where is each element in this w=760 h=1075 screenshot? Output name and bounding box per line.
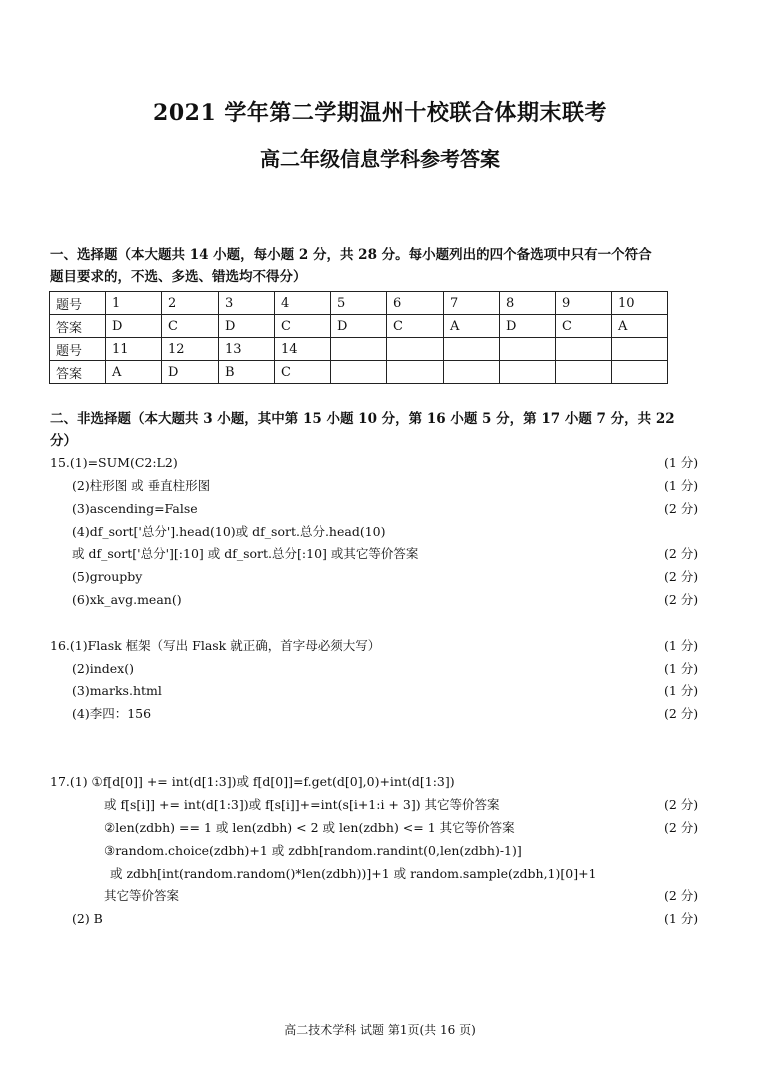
table-cell: 8 — [500, 292, 556, 315]
table-cell: 11 — [106, 338, 162, 361]
table-cell: D — [331, 315, 387, 338]
q17-line4: ③random.choice(zdbh)+1 或 zdbh[random.randint(0,len(zdbh)-1)] — [104, 843, 522, 858]
table-cell: 4 — [275, 292, 331, 315]
table-cell: C — [162, 315, 219, 338]
table-cell — [612, 361, 668, 384]
section1-heading-line2: 题目要求的，不选、多选、错选均不得分） — [50, 269, 307, 285]
document-subtitle: 高二年级信息学科参考答案 — [260, 147, 500, 171]
q16-line2: (2)index() — [72, 661, 134, 676]
table-cell: C — [275, 361, 331, 384]
q16-score4: (2 分) — [664, 706, 699, 721]
table-row-header: 答案 — [50, 361, 106, 384]
table-cell: 3 — [219, 292, 275, 315]
document-title: 2021 学年第二学期温州十校联合体期末联考 — [153, 100, 607, 126]
q15-score2: (1 分) — [664, 478, 699, 493]
table-cell: D — [500, 315, 556, 338]
table-cell: C — [275, 315, 331, 338]
table-cell: 6 — [387, 292, 444, 315]
table-cell: B — [219, 361, 275, 384]
table-row — [50, 338, 668, 361]
q17-line6: 其它等价答案 — [104, 888, 180, 903]
q16-score2: (1 分) — [664, 661, 699, 676]
table-cell — [444, 338, 500, 361]
table-row-header: 答案 — [50, 315, 106, 338]
q16-score3: (1 分) — [664, 683, 699, 698]
q15-score6: (2 分) — [664, 569, 699, 584]
q17-line1: 17.(1) ①f[d[0]] += int(d[1:3])或 f[d[0]]=f.get(d[0],0)+int(d[1:3]) — [50, 774, 455, 789]
table-row-header: 题号 — [50, 338, 106, 361]
section1-heading — [50, 244, 718, 288]
table-cell: 7 — [444, 292, 500, 315]
section2-heading — [50, 408, 718, 452]
table-cell: D — [219, 315, 275, 338]
q15-line1: 15.(1)=SUM(C2:L2) — [50, 455, 178, 470]
q16-score1: (1 分) — [664, 638, 699, 653]
table-cell: 5 — [331, 292, 387, 315]
table-cell — [556, 361, 612, 384]
q15-score7: (2 分) — [664, 592, 699, 607]
q15-line3: (3)ascending=False — [72, 501, 198, 516]
table-cell — [387, 361, 444, 384]
answer-table — [49, 291, 668, 384]
q17-score7: (1 分) — [664, 911, 699, 926]
section1-heading-line1: 一、选择题（本大题共 14 小题，每小题 2 分，共 28 分。每小题列出的四个备选项中只有一个符合 — [50, 247, 652, 263]
table-cell — [387, 338, 444, 361]
q17-line3: ②len(zdbh) == 1 或 len(zdbh) < 2 或 len(zdbh) <= 1 其它等价答案 — [104, 820, 515, 835]
q15-score1: (1 分) — [664, 455, 699, 470]
q17-score3: (2 分) — [664, 820, 699, 835]
q16-line1: 16.(1)Flask 框架（写出 Flask 就正确，首字母必须大写） — [50, 638, 381, 653]
table-cell: 14 — [275, 338, 331, 361]
table-cell: A — [612, 315, 668, 338]
table-row-header: 题号 — [50, 292, 106, 315]
table-row — [50, 361, 668, 384]
table-cell: D — [162, 361, 219, 384]
section2-heading-line1: 二、非选择题（本大题共 3 小题，其中第 15 小题 10 分，第 16 小题 5 分，第 17 小题 7 分，共 22 — [50, 411, 675, 427]
q16-line3: (3)marks.html — [72, 683, 162, 698]
table-cell: D — [106, 315, 162, 338]
table-cell: C — [556, 315, 612, 338]
table-cell — [331, 338, 387, 361]
table-cell — [331, 361, 387, 384]
q17-score2: (2 分) — [664, 797, 699, 812]
table-cell: 13 — [219, 338, 275, 361]
table-cell — [500, 361, 556, 384]
q15-score3: (2 分) — [664, 501, 699, 516]
q15-line4: (4)df_sort['总分'].head(10)或 df_sort.总分.head(10) — [72, 524, 386, 539]
table-cell — [556, 338, 612, 361]
q15-score5: (2 分) — [664, 546, 699, 561]
q15-line5: 或 df_sort['总分'][:10] 或 df_sort.总分[:10] 或其它等价答案 — [72, 546, 419, 561]
table-cell: 2 — [162, 292, 219, 315]
q17-score6: (2 分) — [664, 888, 699, 903]
table-cell — [500, 338, 556, 361]
table-cell: A — [106, 361, 162, 384]
table-row — [50, 315, 668, 338]
table-cell: 10 — [612, 292, 668, 315]
page-footer: 高二技术学科 试题 第1页(共 16 页) — [284, 1023, 476, 1037]
q17-line2: 或 f[s[i]] += int(d[1:3])或 f[s[i]]+=int(s[i+1:i + 3]) 其它等价答案 — [104, 797, 500, 812]
section2-heading-line2: 分） — [50, 433, 77, 449]
q16-line4: (4)李四：156 — [72, 706, 152, 721]
q17-line7: (2) B — [72, 911, 103, 926]
q15-line2: (2)柱形图 或 垂直柱形图 — [72, 478, 211, 493]
table-cell: C — [387, 315, 444, 338]
table-cell: 12 — [162, 338, 219, 361]
table-row — [50, 292, 668, 315]
table-cell: A — [444, 315, 500, 338]
table-cell: 9 — [556, 292, 612, 315]
answer-table-body — [50, 292, 668, 384]
table-cell: 1 — [106, 292, 162, 315]
q15-line6: (5)groupby — [72, 569, 143, 584]
table-cell — [444, 361, 500, 384]
table-cell — [612, 338, 668, 361]
q17-line5: 或 zdbh[int(random.random()*len(zdbh))]+1 或 random.sample(zdbh,1)[0]+1 — [110, 866, 597, 881]
q15-line7: (6)xk_avg.mean() — [72, 592, 182, 607]
